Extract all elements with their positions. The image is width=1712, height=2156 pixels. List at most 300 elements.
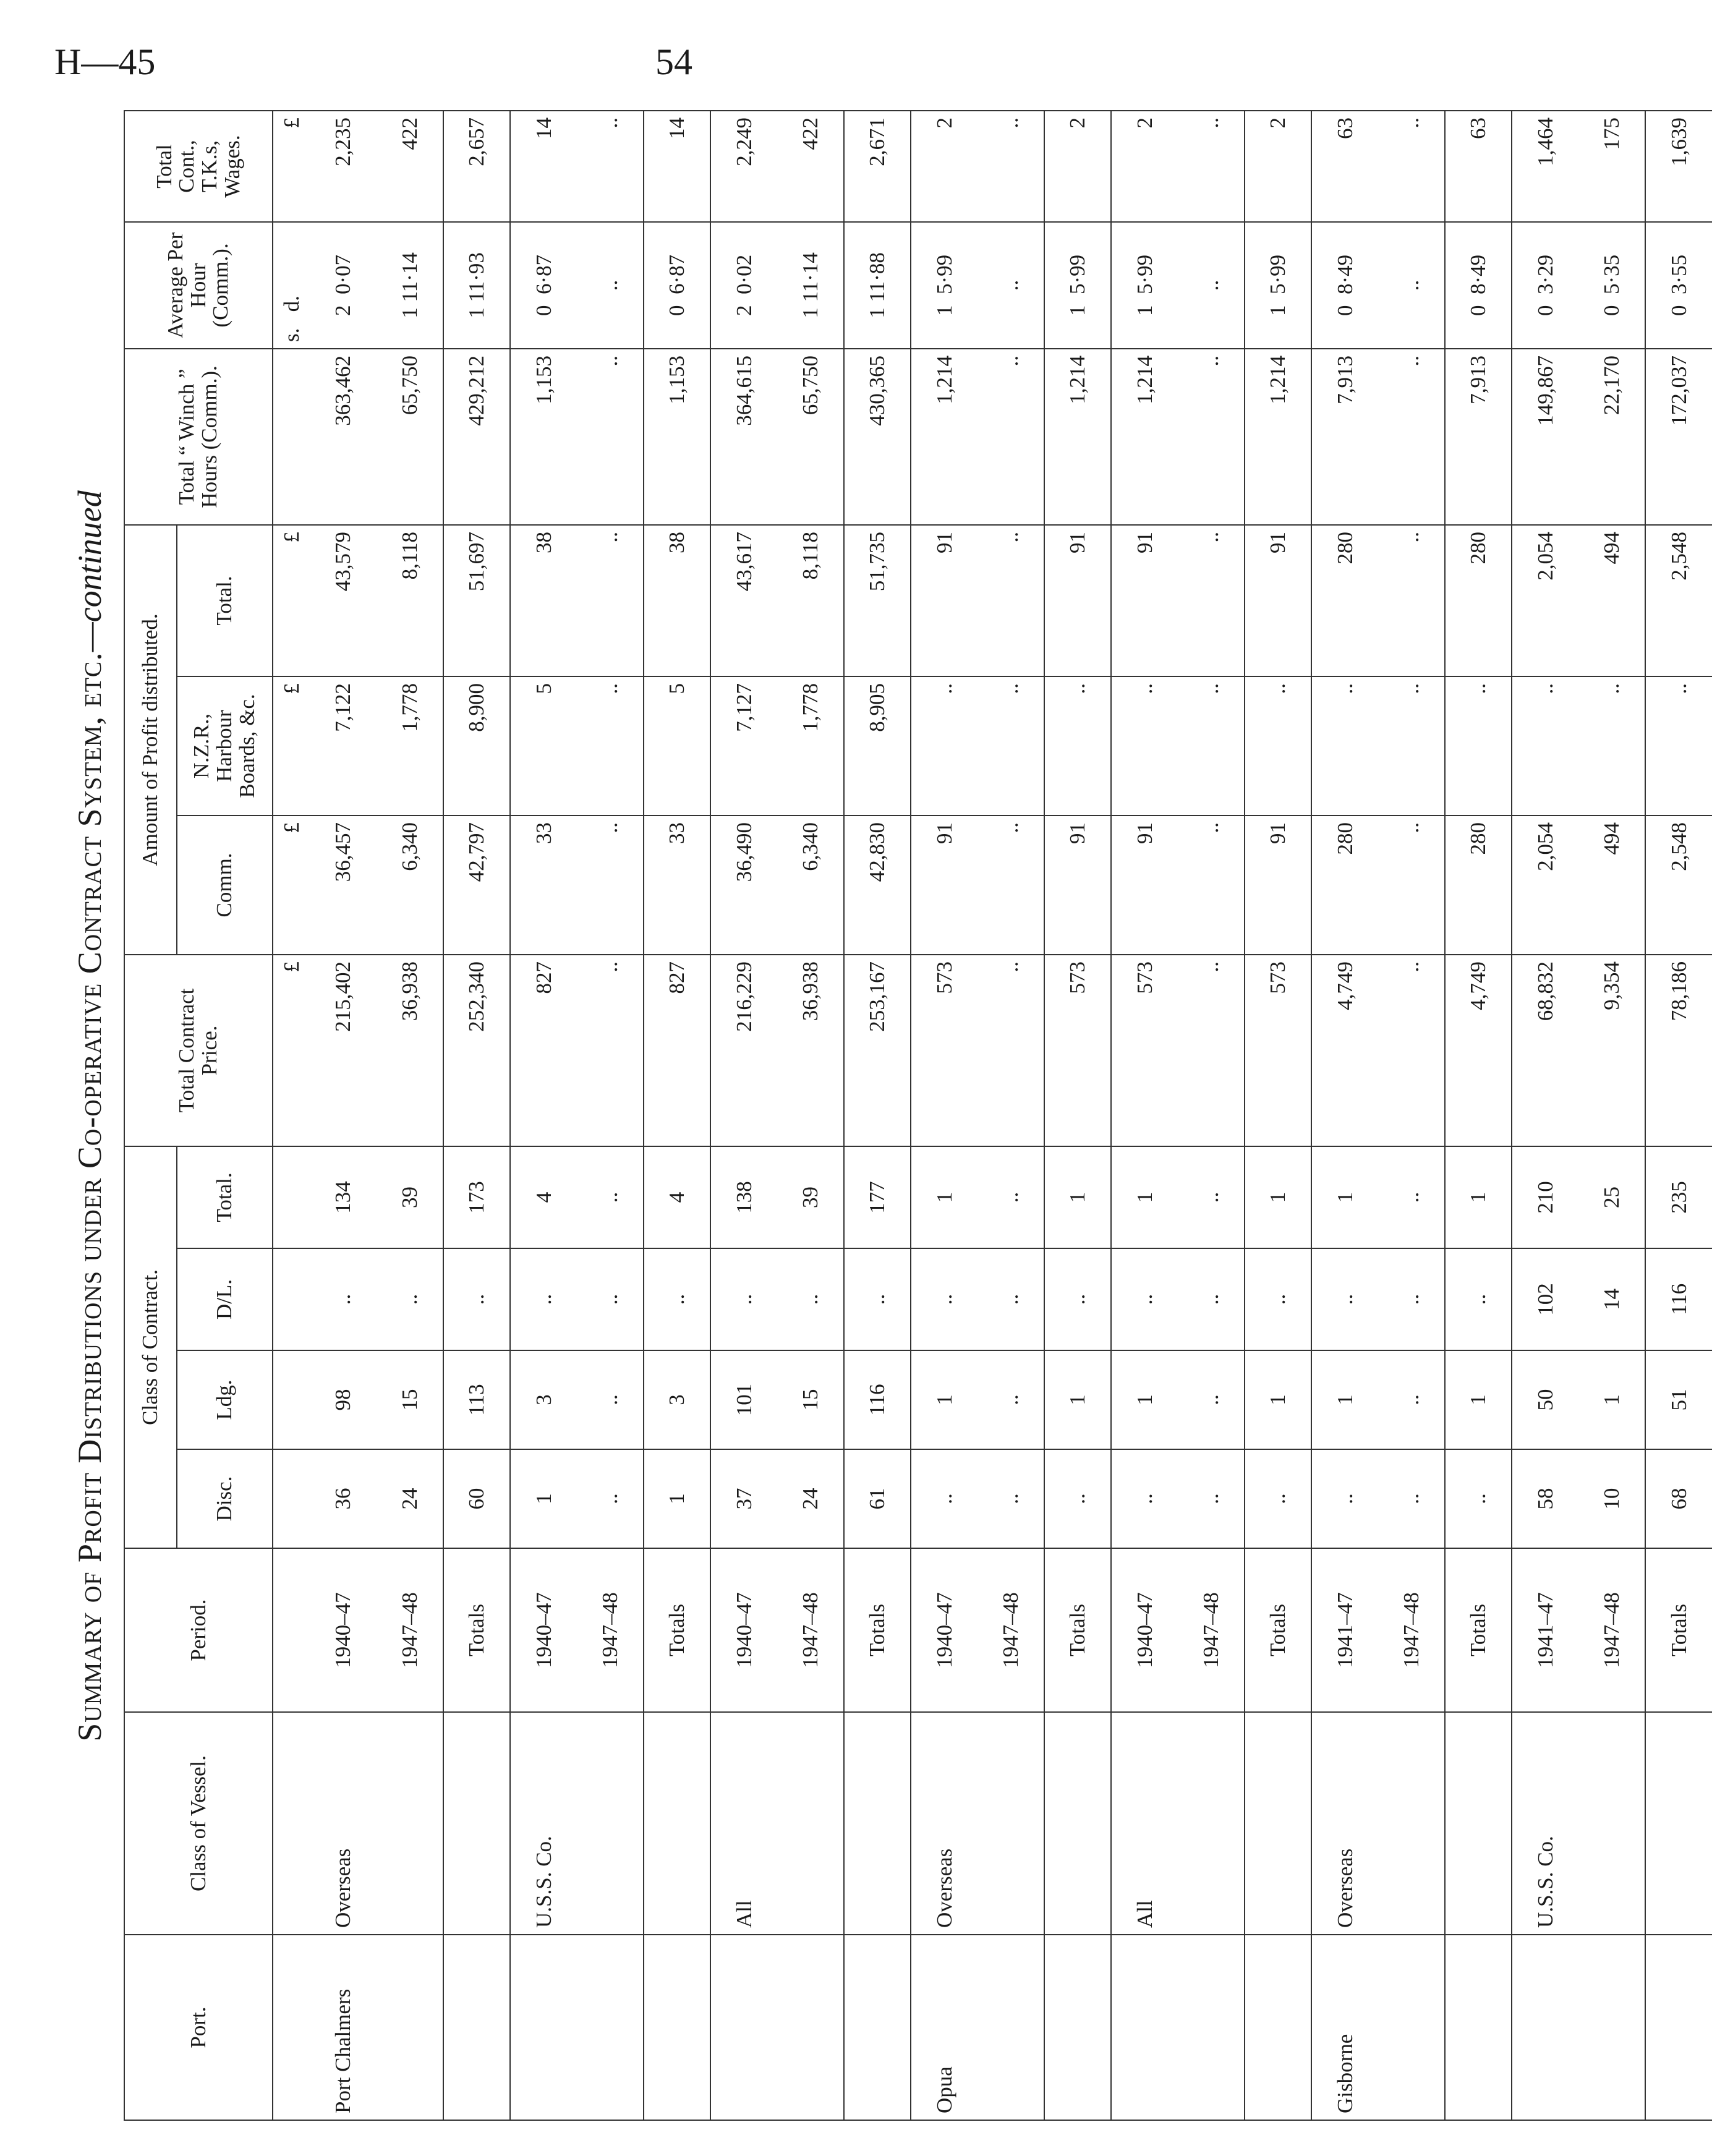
cell-port [1445,1935,1512,2120]
cell-wages: 2,235 [310,111,377,222]
cell-comm: .. [1178,816,1245,955]
cell-disc: 1 [510,1449,577,1548]
cell-wages: .. [1178,111,1245,222]
cell-dl: 14 [1578,1248,1645,1350]
table-row [1178,111,1245,2120]
cell-dl: .. [1178,1248,1245,1350]
cell-wages: 2 [1245,111,1311,222]
table-row [310,111,377,2120]
cell-price: 36,938 [777,955,844,1146]
cell-port: Opua [911,1935,977,2120]
cell-price: .. [1378,955,1445,1146]
cell-ptotal: 51,697 [443,525,510,676]
cell-nzr: 5 [510,676,577,816]
cell-nzr: 8,905 [844,676,911,816]
cell-comm: 36,490 [710,816,777,955]
cell-price: 573 [1044,955,1111,1146]
cell-period: Totals [844,1548,911,1712]
cell-comm: 91 [911,816,977,955]
rotated-table-region [56,111,1691,2121]
cell-total: 39 [777,1146,844,1248]
cell-nzr: 5 [644,676,710,816]
cell-ptotal: .. [577,525,644,676]
cell-period: 1947–48 [377,1548,443,1712]
cell-avg: 0 6·87 [510,222,577,349]
table-row [1578,111,1645,2120]
cell-comm: 33 [644,816,710,955]
cell-comm: .. [577,816,644,955]
cell-dl: .. [443,1248,510,1350]
cell-disc: .. [1378,1449,1445,1548]
cell-nzr: .. [1378,676,1445,816]
cell-price: 68,832 [1512,955,1578,1146]
cell-comm: 6,340 [377,816,443,955]
unit-wages: £ [273,111,310,222]
cell-nzr: .. [911,676,977,816]
cell-wages: 14 [510,111,577,222]
cell-wages: 63 [1311,111,1378,222]
cell-dl: .. [510,1248,577,1350]
cell-avg: .. [577,222,644,349]
cell-wages: 14 [644,111,710,222]
cell-vessel: U.S.S. Co. [510,1712,577,1935]
profit-distribution-table [124,110,1712,2121]
cell-comm: 2,548 [1645,816,1712,955]
cell-ldg: 1 [1578,1350,1645,1449]
cell-comm: 6,340 [777,816,844,955]
cell-avg: 0 5·35 [1578,222,1645,349]
cell-winch: 7,913 [1311,349,1378,525]
cell-price: 573 [911,955,977,1146]
cell-ldg: 50 [1512,1350,1578,1449]
cell-comm: 91 [1044,816,1111,955]
page-code: H—45 [54,41,156,82]
cell-vessel [443,1712,510,1935]
cell-ptotal: 280 [1311,525,1378,676]
cell-price: 4,749 [1311,955,1378,1146]
table-row [977,111,1044,2120]
cell-avg: 1 5·99 [1245,222,1311,349]
cell-nzr: .. [1245,676,1311,816]
cell-disc: .. [1111,1449,1178,1548]
cell-price: 573 [1111,955,1178,1146]
cell-avg: 2 0·07 [310,222,377,349]
cell-nzr: 8,900 [443,676,510,816]
cell-dl: .. [577,1248,644,1350]
cell-vessel [1044,1712,1111,1935]
cell-wages: 2 [1111,111,1178,222]
cell-winch: 1,214 [911,349,977,525]
cell-comm: .. [1378,816,1445,955]
cell-nzr: .. [1445,676,1512,816]
cell-period: 1940–47 [911,1548,977,1712]
col-header-profit-total: Total. [177,525,273,676]
cell-winch: 1,214 [1044,349,1111,525]
cell-ldg: 113 [443,1350,510,1449]
cell-avg: 1 11·14 [777,222,844,349]
cell-ptotal: 91 [911,525,977,676]
cell-nzr: .. [1044,676,1111,816]
cell-period: 1947–48 [777,1548,844,1712]
cell-nzr: 7,122 [310,676,377,816]
cell-comm: 91 [1111,816,1178,955]
cell-disc: .. [911,1449,977,1548]
cell-disc: 37 [710,1449,777,1548]
cell-wages: 1,639 [1645,111,1712,222]
col-header-wages: Total Cont., T.K.s, Wages. [124,111,273,222]
cell-ptotal: 51,735 [844,525,911,676]
cell-vessel: Overseas [1311,1712,1378,1935]
cell-comm: 280 [1311,816,1378,955]
cell-ldg: 1 [1111,1350,1178,1449]
cell-disc: .. [1445,1449,1512,1548]
cell-ptotal: 91 [1245,525,1311,676]
col-header-vessel: Class of Vessel. [124,1712,273,1935]
cell-dl: .. [1111,1248,1178,1350]
cell-period: Totals [644,1548,710,1712]
cell-ldg: 1 [911,1350,977,1449]
cell-period: 1940–47 [710,1548,777,1712]
cell-disc: .. [1245,1449,1311,1548]
cell-vessel: All [710,1712,777,1935]
cell-nzr: .. [1645,676,1712,816]
unit-price: £ [273,955,310,1146]
unit-avg: s. d. [273,222,310,349]
table-row [577,111,644,2120]
cell-comm: .. [977,816,1044,955]
cell-winch: 65,750 [777,349,844,525]
cell-comm: 494 [1578,816,1645,955]
col-header-average-per-hour: Average Per Hour (Comm.). [124,222,273,349]
cell-dl: .. [1311,1248,1378,1350]
cell-ptotal: 2,548 [1645,525,1712,676]
cell-dl: .. [377,1248,443,1350]
cell-wages: .. [977,111,1044,222]
cell-disc: 60 [443,1449,510,1548]
cell-total: 1 [1311,1146,1378,1248]
col-header-nzr: N.Z.R., Harbour Boards, &c. [177,676,273,816]
cell-vessel [1645,1712,1712,1935]
cell-winch: 1,153 [510,349,577,525]
cell-total: 25 [1578,1146,1645,1248]
cell-wages: .. [577,111,644,222]
cell-wages: .. [1378,111,1445,222]
col-header-dl: D/L. [177,1248,273,1350]
cell-wages: 2,657 [443,111,510,222]
cell-disc: .. [1311,1449,1378,1548]
cell-nzr: .. [1311,676,1378,816]
cell-winch: 22,170 [1578,349,1645,525]
cell-dl: 116 [1645,1248,1712,1350]
cell-ldg: 15 [777,1350,844,1449]
cell-port [1512,1935,1578,2120]
cell-total: .. [977,1146,1044,1248]
cell-nzr: 1,778 [777,676,844,816]
cell-port: Port Chalmers [310,1935,377,2120]
cell-ldg: 1 [1245,1350,1311,1449]
cell-port [1044,1935,1111,2120]
cell-disc: 68 [1645,1449,1712,1548]
cell-winch: 7,913 [1445,349,1512,525]
cell-winch: 172,037 [1645,349,1712,525]
cell-ldg: 3 [644,1350,710,1449]
cell-vessel: Overseas [310,1712,377,1935]
cell-ldg: 101 [710,1350,777,1449]
cell-price: 4,749 [1445,955,1512,1146]
cell-vessel [777,1712,844,1935]
cell-total: 1 [911,1146,977,1248]
table-row [844,111,911,2120]
cell-ldg: 1 [1445,1350,1512,1449]
cell-avg: 0 8·49 [1445,222,1512,349]
cell-avg: 2 0·02 [710,222,777,349]
cell-total: 134 [310,1146,377,1248]
cell-ptotal: 91 [1044,525,1111,676]
cell-avg: 0 3·55 [1645,222,1712,349]
cell-avg: 1 11·93 [443,222,510,349]
cell-ptotal: 43,579 [310,525,377,676]
cell-period: Totals [1645,1548,1712,1712]
cell-period: 1940–47 [1111,1548,1178,1712]
table-row [1311,111,1378,2120]
col-header-class-total: Total. [177,1146,273,1248]
cell-ptotal: 494 [1578,525,1645,676]
cell-dl: 102 [1512,1248,1578,1350]
col-header-comm: Comm. [177,816,273,955]
cell-vessel [377,1712,443,1935]
cell-disc: 24 [377,1449,443,1548]
cell-nzr: .. [1512,676,1578,816]
cell-avg: 0 6·87 [644,222,710,349]
cell-dl: .. [911,1248,977,1350]
cell-vessel: U.S.S. Co. [1512,1712,1578,1935]
cell-wages: 2 [911,111,977,222]
cell-winch: 364,615 [710,349,777,525]
cell-total: 1 [1245,1146,1311,1248]
cell-vessel [844,1712,911,1935]
cell-winch: 1,214 [1111,349,1178,525]
cell-wages: 2,249 [710,111,777,222]
cell-nzr: .. [1178,676,1245,816]
cell-ptotal: 8,118 [377,525,443,676]
cell-period: 1941–47 [1512,1548,1578,1712]
cell-ldg: 98 [310,1350,377,1449]
cell-avg: 1 5·99 [1044,222,1111,349]
cell-disc: 61 [844,1449,911,1548]
cell-ldg: 3 [510,1350,577,1449]
table-row [1111,111,1178,2120]
cell-total: 173 [443,1146,510,1248]
cell-winch: 65,750 [377,349,443,525]
cell-winch: 1,153 [644,349,710,525]
cell-disc: 58 [1512,1449,1578,1548]
table-title [56,111,124,2121]
cell-disc: 10 [1578,1449,1645,1548]
table-row [777,111,844,2120]
cell-winch: 363,462 [310,349,377,525]
cell-comm: 36,457 [310,816,377,955]
cell-wages: 422 [777,111,844,222]
cell-port [377,1935,443,2120]
cell-wages: 2,671 [844,111,911,222]
cell-ldg: 51 [1645,1350,1712,1449]
cell-disc: 24 [777,1449,844,1548]
cell-disc: .. [1178,1449,1245,1548]
cell-avg: .. [1178,222,1245,349]
cell-ptotal: 91 [1111,525,1178,676]
cell-dl: .. [710,1248,777,1350]
cell-port [1378,1935,1445,2120]
cell-total: 177 [844,1146,911,1248]
table-row [1245,111,1311,2120]
cell-disc: 1 [644,1449,710,1548]
cell-comm: 33 [510,816,577,955]
cell-price: .. [977,955,1044,1146]
table-row [1445,111,1512,2120]
table-title-main: Summary of Profit Distributions under Co-operative Contract System, etc. [71,652,108,1742]
cell-ldg: .. [1378,1350,1445,1449]
cell-winch: 429,212 [443,349,510,525]
col-header-port: Port. [124,1935,273,2120]
cell-avg: 0 3·29 [1512,222,1578,349]
cell-nzr: .. [1111,676,1178,816]
col-header-period: Period. [124,1548,273,1712]
cell-nzr: 1,778 [377,676,443,816]
cell-ptotal: 43,617 [710,525,777,676]
cell-nzr: .. [1578,676,1645,816]
cell-disc: .. [977,1449,1044,1548]
cell-vessel [644,1712,710,1935]
cell-avg: 1 5·99 [1111,222,1178,349]
table-body [273,111,1712,2120]
cell-total: 1 [1111,1146,1178,1248]
table-row [1645,111,1712,2120]
cell-port [844,1935,911,2120]
cell-dl: .. [977,1248,1044,1350]
cell-ldg: 1 [1044,1350,1111,1449]
cell-total: 4 [644,1146,710,1248]
cell-total: .. [1178,1146,1245,1248]
cell-price: 9,354 [1578,955,1645,1146]
cell-avg: 0 8·49 [1311,222,1378,349]
cell-avg: 1 11·88 [844,222,911,349]
cell-port [977,1935,1044,2120]
cell-ldg: 116 [844,1350,911,1449]
table-row [644,111,710,2120]
cell-port [577,1935,644,2120]
unit-comm: £ [273,816,310,955]
cell-ldg: .. [577,1350,644,1449]
cell-nzr: 7,127 [710,676,777,816]
cell-ldg: .. [1178,1350,1245,1449]
cell-port [777,1935,844,2120]
cell-total: 4 [510,1146,577,1248]
cell-port [710,1935,777,2120]
cell-port [644,1935,710,2120]
col-header-disc: Disc. [177,1449,273,1548]
cell-port [443,1935,510,2120]
cell-winch: .. [977,349,1044,525]
cell-total: 39 [377,1146,443,1248]
cell-port [1178,1935,1245,2120]
cell-period: Totals [1245,1548,1311,1712]
cell-price: 78,186 [1645,955,1712,1146]
cell-ldg: 15 [377,1350,443,1449]
table-row [377,111,443,2120]
cell-total: 1 [1445,1146,1512,1248]
cell-wages: 63 [1445,111,1512,222]
cell-dl: .. [844,1248,911,1350]
cell-vessel [1178,1712,1245,1935]
cell-comm: 42,830 [844,816,911,955]
cell-winch: .. [577,349,644,525]
cell-price: 253,167 [844,955,911,1146]
cell-dl: .. [777,1248,844,1350]
cell-price: 827 [510,955,577,1146]
cell-price: 252,340 [443,955,510,1146]
cell-port [1111,1935,1178,2120]
cell-disc: 36 [310,1449,377,1548]
col-header-winch-hours: Total “ Winch ” Hours (Comm.). [124,349,273,525]
cell-ldg: .. [977,1350,1044,1449]
cell-wages: 1,464 [1512,111,1578,222]
cell-price: .. [577,955,644,1146]
table-row [510,111,577,2120]
cell-vessel: Overseas [911,1712,977,1935]
cell-ptotal: .. [977,525,1044,676]
cell-winch: 149,867 [1512,349,1578,525]
cell-dl: .. [310,1248,377,1350]
cell-ldg: 1 [1311,1350,1378,1449]
cell-total: .. [1378,1146,1445,1248]
cell-price: 827 [644,955,710,1146]
table-row [443,111,510,2120]
cell-comm: 91 [1245,816,1311,955]
cell-period: 1947–48 [1578,1548,1645,1712]
cell-port [1245,1935,1311,2120]
cell-comm: 280 [1445,816,1512,955]
cell-ptotal: 280 [1445,525,1512,676]
cell-avg: 1 5·99 [911,222,977,349]
units-row [273,111,310,2120]
table-title-suffix: —continued [71,490,108,652]
col-header-ldg: Ldg. [177,1350,273,1449]
col-group-class-of-contract: Class of Contract. [124,1146,177,1548]
cell-total: 1 [1044,1146,1111,1248]
cell-winch: 1,214 [1245,349,1311,525]
cell-nzr: .. [977,676,1044,816]
cell-period: Totals [1044,1548,1111,1712]
cell-wages: 2 [1044,111,1111,222]
cell-ptotal: 38 [510,525,577,676]
cell-port [510,1935,577,2120]
cell-avg: .. [1378,222,1445,349]
cell-ptotal: .. [1378,525,1445,676]
cell-dl: .. [1044,1248,1111,1350]
cell-period: 1947–48 [977,1548,1044,1712]
cell-period: 1947–48 [577,1548,644,1712]
cell-total: 210 [1512,1146,1578,1248]
cell-ptotal: 38 [644,525,710,676]
cell-winch: .. [1178,349,1245,525]
cell-comm: 42,797 [443,816,510,955]
col-header-contract-price: Total Contract Price. [124,955,273,1146]
cell-period: Totals [443,1548,510,1712]
table-row [1378,111,1445,2120]
cell-vessel [1245,1712,1311,1935]
table-row [710,111,777,2120]
cell-vessel [1378,1712,1445,1935]
